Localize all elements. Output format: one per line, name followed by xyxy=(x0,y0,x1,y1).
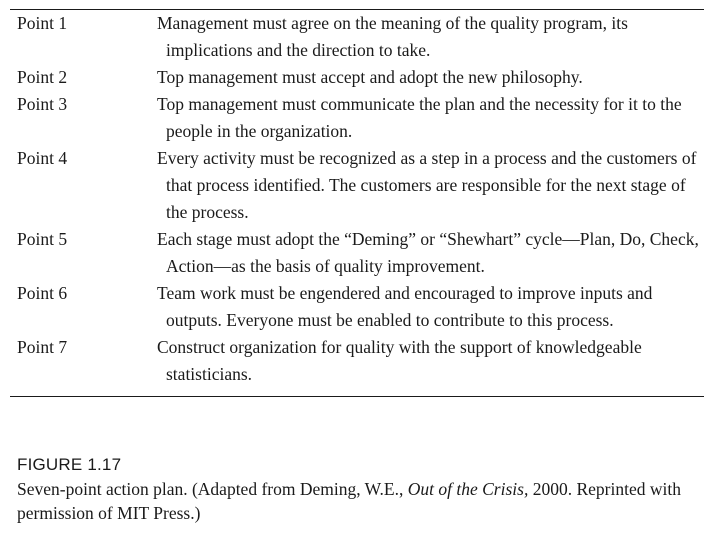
point-description xyxy=(157,64,704,91)
table-row xyxy=(10,145,704,226)
figure-caption-text xyxy=(17,477,707,525)
table-row xyxy=(10,280,704,334)
caption-line-1-end: 2000. Reprinted with xyxy=(528,479,681,499)
point-label: Point 1 xyxy=(17,13,68,33)
table-row xyxy=(10,64,704,91)
point-description-line: statisticians. xyxy=(166,364,253,384)
figure-label: FIGURE 1.17 xyxy=(17,455,122,474)
figure-caption xyxy=(17,452,707,525)
point-description-line: Every activity must be recognized as a step in a process and the customers of xyxy=(157,148,697,168)
table-row xyxy=(10,226,704,280)
point-description xyxy=(157,91,704,145)
point-label: Point 4 xyxy=(17,148,68,168)
point-description-line: Team work must be engendered and encouraged to improve inputs and xyxy=(157,283,653,303)
point-label: Point 6 xyxy=(17,283,68,303)
point-description xyxy=(157,226,704,280)
caption-line-1 xyxy=(17,477,707,501)
table-row xyxy=(10,10,704,64)
point-description-line: that process identified. The customers are responsible for the next stage of xyxy=(166,175,686,195)
point-description-line: Management must agree on the meaning of the quality program, its xyxy=(157,13,628,33)
point-label: Point 7 xyxy=(17,337,68,357)
point-description-line: Each stage must adopt the “Deming” or “Shewhart” cycle—Plan, Do, Check, xyxy=(157,229,699,249)
caption-line-1-start: Seven-point action plan. (Adapted from Deming, W.E., xyxy=(17,479,408,499)
point-description-line: outputs. Everyone must be enabled to contribute to this process. xyxy=(166,310,614,330)
point-description-line: Top management must communicate the plan and the necessity for it to the xyxy=(157,94,682,114)
point-label: Point 3 xyxy=(17,94,68,114)
point-description-line: the process. xyxy=(166,202,249,222)
point-description xyxy=(157,280,704,334)
caption-book-title: Out of the Crisis, xyxy=(407,479,529,499)
point-description xyxy=(157,334,704,388)
table-row xyxy=(10,91,704,145)
point-description-line: Construct organization for quality with the support of knowledgeable xyxy=(157,337,642,357)
point-description-line: Top management must accept and adopt the new philosophy. xyxy=(157,67,583,87)
point-description xyxy=(157,145,704,226)
caption-line-2: permission of MIT Press.) xyxy=(17,503,201,523)
table-bottom-rule xyxy=(10,396,704,397)
point-label: Point 2 xyxy=(17,67,68,87)
point-description-line: Action—as the basis of quality improvement. xyxy=(166,256,485,276)
point-label: Point 5 xyxy=(17,229,68,249)
point-description-line: implications and the direction to take. xyxy=(166,40,431,60)
table-row xyxy=(10,334,704,388)
table-body xyxy=(10,10,704,388)
point-description-line: people in the organization. xyxy=(166,121,353,141)
action-plan-table xyxy=(10,0,704,397)
point-description xyxy=(157,10,704,64)
